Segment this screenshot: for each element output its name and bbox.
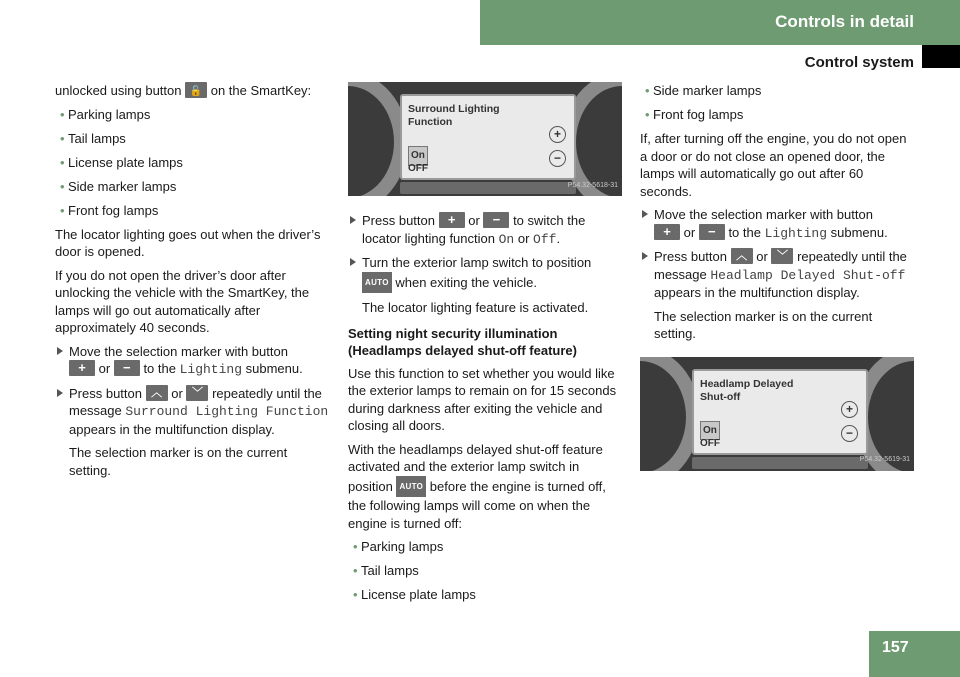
chevron-down-button-icon <box>186 385 208 401</box>
step: Move the selection marker with button + or − to the Lighting submenu. <box>640 206 916 242</box>
note: The selection marker is on the current setting. <box>654 308 873 341</box>
list-item: • License plate lamps <box>55 154 330 172</box>
minus-button-icon <box>483 212 509 228</box>
paragraph: Use this function to set whether you would like the exterior lamps to remain on for 15 seconds during darkness after exiting the vehicle and closing all doors. <box>348 365 617 433</box>
plus-icon: + <box>549 126 566 143</box>
plus-button-icon <box>439 212 465 228</box>
option-on: On <box>408 146 428 166</box>
auto-switch-icon: AUTO <box>396 476 426 498</box>
header-marker <box>922 45 960 68</box>
display-title: Surround Lighting Function <box>408 103 500 128</box>
arrow-icon <box>642 210 648 218</box>
note: The selection marker is on the current setting. <box>69 445 288 478</box>
chevron-down-button-icon <box>771 248 793 264</box>
arrow-icon <box>642 252 648 260</box>
minus-button-icon <box>699 224 725 240</box>
list-item: • Side marker lamps <box>55 178 330 196</box>
list-item: • Tail lamps <box>55 130 330 148</box>
minus-icon: − <box>549 150 566 167</box>
column-1 <box>55 82 330 485</box>
section-heading: Setting night security illumination (Headlamps delayed shut-off feature) <box>348 325 577 358</box>
step: Press button + or − to switch the locator lighting function On or Off. <box>348 212 624 248</box>
display-title: Headlamp Delayed Shut-off <box>700 377 794 403</box>
figure-code: P54.32-5619-31 <box>859 456 910 463</box>
arrow-icon <box>57 389 63 397</box>
list-item: • Side marker lamps <box>640 82 916 100</box>
column-3 <box>640 82 916 487</box>
chevron-up-button-icon <box>731 248 753 264</box>
plus-button-icon <box>654 224 680 240</box>
paragraph: If you do not open the driver’s door after unlocking the vehicle with the SmartKey, the lamps will go out automatically after approximately 40 seconds. <box>55 267 310 335</box>
note: The locator lighting feature is activated. <box>362 300 589 315</box>
plus-icon: + <box>841 401 858 418</box>
option-off: OFF <box>700 437 720 449</box>
multifunction-display <box>692 369 868 455</box>
chevron-up-button-icon <box>146 385 168 401</box>
page-number: 157 <box>882 639 909 656</box>
list-item: • License plate lamps <box>348 586 624 604</box>
multifunction-display <box>400 94 576 180</box>
arrow-icon <box>350 258 356 266</box>
list-item: • Tail lamps <box>348 562 624 580</box>
option-off: OFF <box>408 163 428 174</box>
list-item: • Parking lamps <box>348 538 624 556</box>
plus-button-icon <box>69 360 95 376</box>
display-bar <box>400 182 576 194</box>
option-on: On <box>700 421 720 441</box>
gauge-left <box>640 357 700 471</box>
auto-switch-icon: AUTO <box>362 272 392 294</box>
list-item: • Parking lamps <box>55 106 330 124</box>
column-2 <box>348 82 624 610</box>
minus-icon: − <box>841 425 858 442</box>
unlock-button-icon <box>185 82 207 98</box>
list-item: • Front fog lamps <box>640 106 916 124</box>
minus-button-icon <box>114 360 140 376</box>
paragraph: If, after turning off the engine, you do not open a door or do not close an opened door, the lamps will automatically go out after 60 seconds. <box>640 131 907 199</box>
arrow-icon <box>57 347 63 355</box>
arrow-icon <box>350 216 356 224</box>
figure-code: P54.32-5618-31 <box>567 181 618 189</box>
subsection-title: Control system <box>804 54 914 71</box>
display-bar <box>692 457 868 469</box>
intro-paragraph: unlocked using button 🔓 on the SmartKey: <box>55 82 330 100</box>
step: Press button ︿ or ﹀ repeatedly until the message Headlamp Delayed Shut-off appears in the multifunction display. <box>640 248 916 302</box>
step: Press button ︿ or ﹀ repeatedly until the message Surround Lighting Function appears in the multifunction display. <box>55 385 330 439</box>
paragraph: With the headlamps delayed shut-off feature activated and the exterior lamp switch in position AUTO before the engine is turned off, the following lamps will come on when the engine is turned off: <box>348 441 606 531</box>
step: Turn the exterior lamp switch to position AUTO when exiting the vehicle. <box>348 254 624 293</box>
gauge-left <box>348 82 408 196</box>
display-figure <box>348 82 622 196</box>
paragraph: The locator lighting goes out when the driver’s door is opened. <box>55 226 321 259</box>
page-number-tab <box>869 631 960 677</box>
display-figure <box>640 357 914 471</box>
list-item: • Front fog lamps <box>55 202 330 220</box>
section-title: Controls in detail <box>775 12 914 31</box>
step: Move the selection marker with button + or − to the Lighting submenu. <box>55 343 330 379</box>
section-tab <box>480 0 960 45</box>
